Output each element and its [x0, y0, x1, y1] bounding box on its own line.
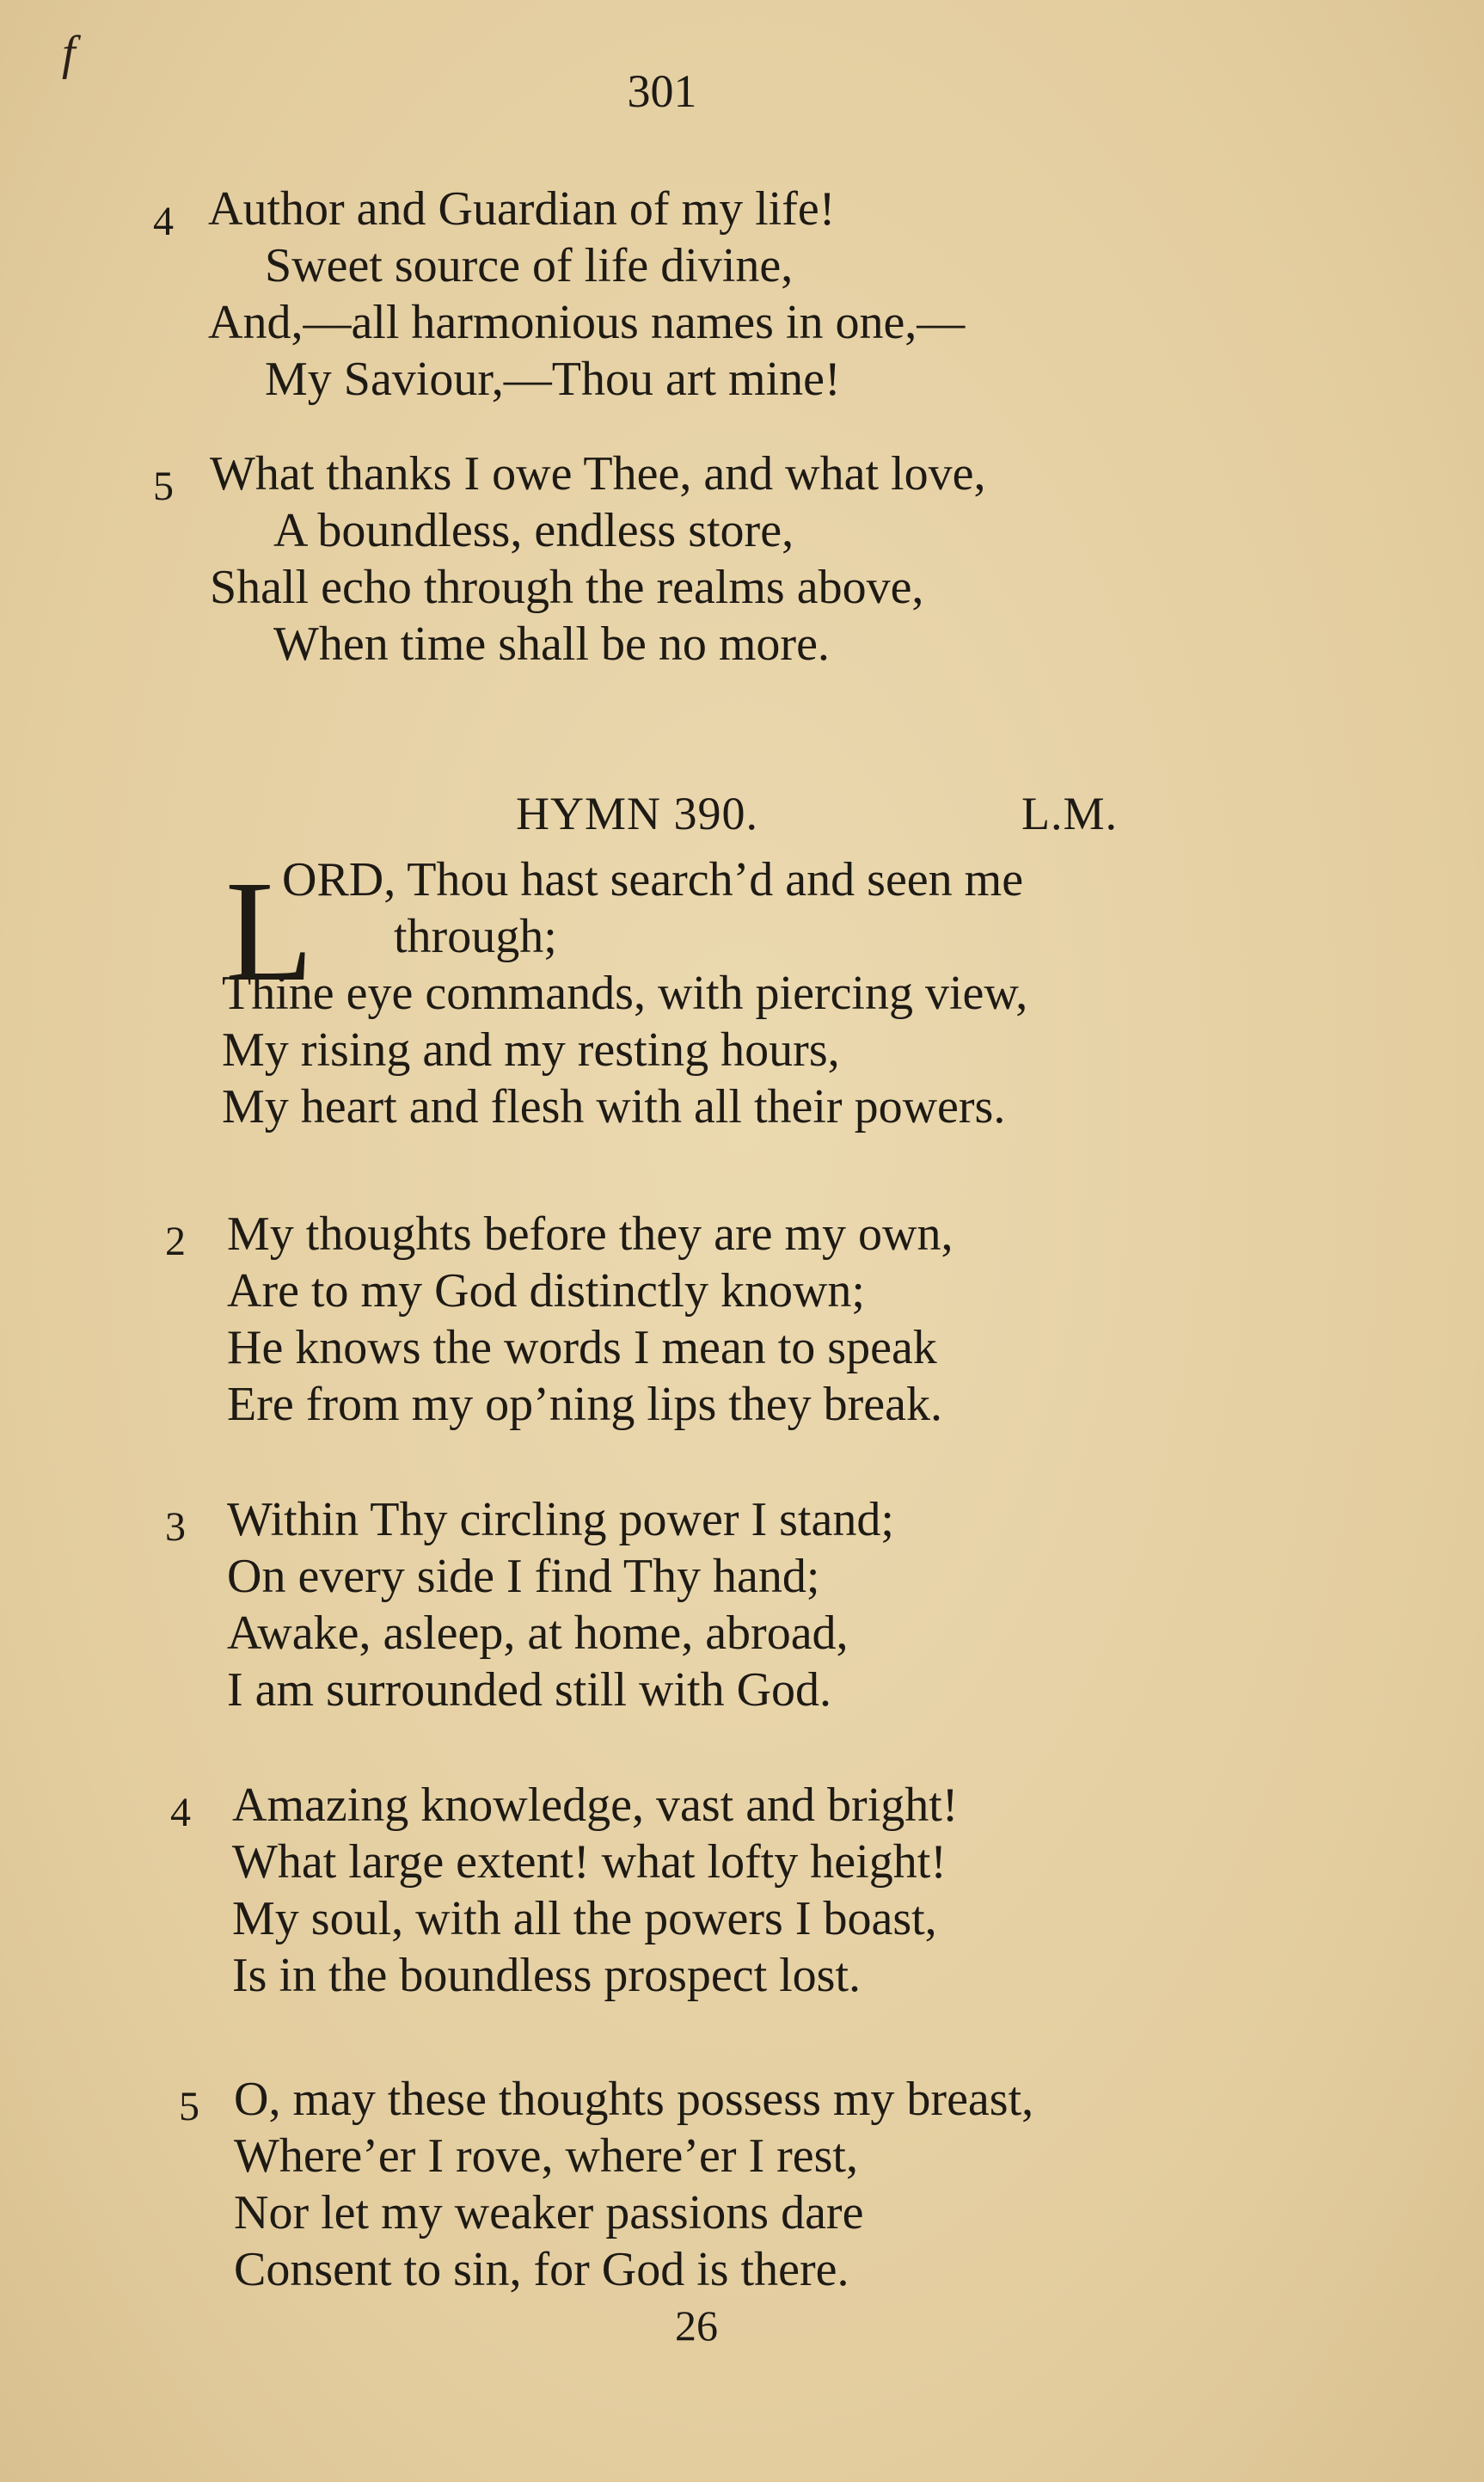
verse-line: A boundless, endless store, — [273, 504, 794, 557]
prev-stanza-5 — [153, 445, 986, 673]
hymn-stanza-2 — [165, 1206, 954, 1433]
corner-mark: f — [62, 27, 76, 80]
stanza-number: 4 — [170, 1790, 191, 1835]
stanza-number: 5 — [179, 2084, 199, 2129]
verse-line: And,—all harmonious names in one,— — [208, 296, 966, 349]
stanza-number: 5 — [153, 464, 174, 509]
hymn-stanza-5 — [179, 2071, 1034, 2298]
verse-line: Within Thy circling power I stand; — [227, 1493, 894, 1546]
verse-line: My rising and my resting hours, — [222, 1023, 840, 1077]
prev-stanza-4 — [153, 181, 966, 408]
verse-line: Nor let my weaker passions dare — [234, 2186, 864, 2239]
stanza-number: 2 — [165, 1219, 186, 1264]
verse-line: On every side I find Thy hand; — [227, 1550, 820, 1603]
hymn-stanza-1 — [222, 851, 1027, 1135]
verse-line: Are to my God distinctly known; — [227, 1264, 865, 1318]
verse-line: Where’er I rove, where’er I rest, — [234, 2129, 858, 2183]
hymn-stanza-4 — [170, 1777, 959, 2004]
verse-line: O, may these thoughts possess my breast, — [234, 2073, 1034, 2126]
verse-line: My Saviour,—Thou art mine! — [265, 353, 841, 406]
verse-line: My soul, with all the powers I boast, — [232, 1892, 937, 1945]
verse-line: Author and Guardian of my life! — [208, 182, 836, 236]
verse-line: Awake, asleep, at home, abroad, — [227, 1607, 849, 1660]
verse-line: Consent to sin, for God is there. — [234, 2243, 849, 2296]
verse-line: He knows the words I mean to speak — [227, 1321, 937, 1374]
hymn-meter: L.M. — [1021, 788, 1118, 839]
verse-line: Amazing knowledge, vast and bright! — [232, 1779, 959, 1832]
stanza-number: 4 — [153, 199, 174, 244]
signature-mark: 26 — [675, 2301, 718, 2350]
verse-line: Ere from my op’ning lips they break. — [227, 1378, 943, 1431]
verse-line: through; — [394, 910, 557, 963]
page-number: 301 — [627, 65, 697, 117]
verse-line: What thanks I owe Thee, and what love, — [210, 447, 986, 501]
verse-line: Is in the boundless prospect lost. — [232, 1949, 862, 2002]
verse-line: Thine eye commands, with piercing view, — [222, 967, 1028, 1020]
hymn-title: HYMN 390. — [516, 788, 759, 839]
verse-line: Sweet source of life divine, — [265, 239, 794, 292]
drop-cap: L — [225, 851, 314, 1011]
verse-line: When time shall be no more. — [273, 617, 830, 671]
stanza-number: 3 — [165, 1504, 186, 1550]
verse-line: My heart and flesh with all their powers. — [222, 1080, 1006, 1133]
verse-line: What large extent! what lofty height! — [232, 1835, 947, 1889]
hymn-stanza-3 — [165, 1491, 894, 1718]
verse-line: My thoughts before they are my own, — [227, 1207, 954, 1261]
verse-line: I am surrounded still with God. — [227, 1663, 832, 1717]
verse-line: Shall echo through the realms above, — [210, 561, 924, 614]
verse-line: ORD, Thou hast search’d and seen me — [282, 853, 1024, 906]
